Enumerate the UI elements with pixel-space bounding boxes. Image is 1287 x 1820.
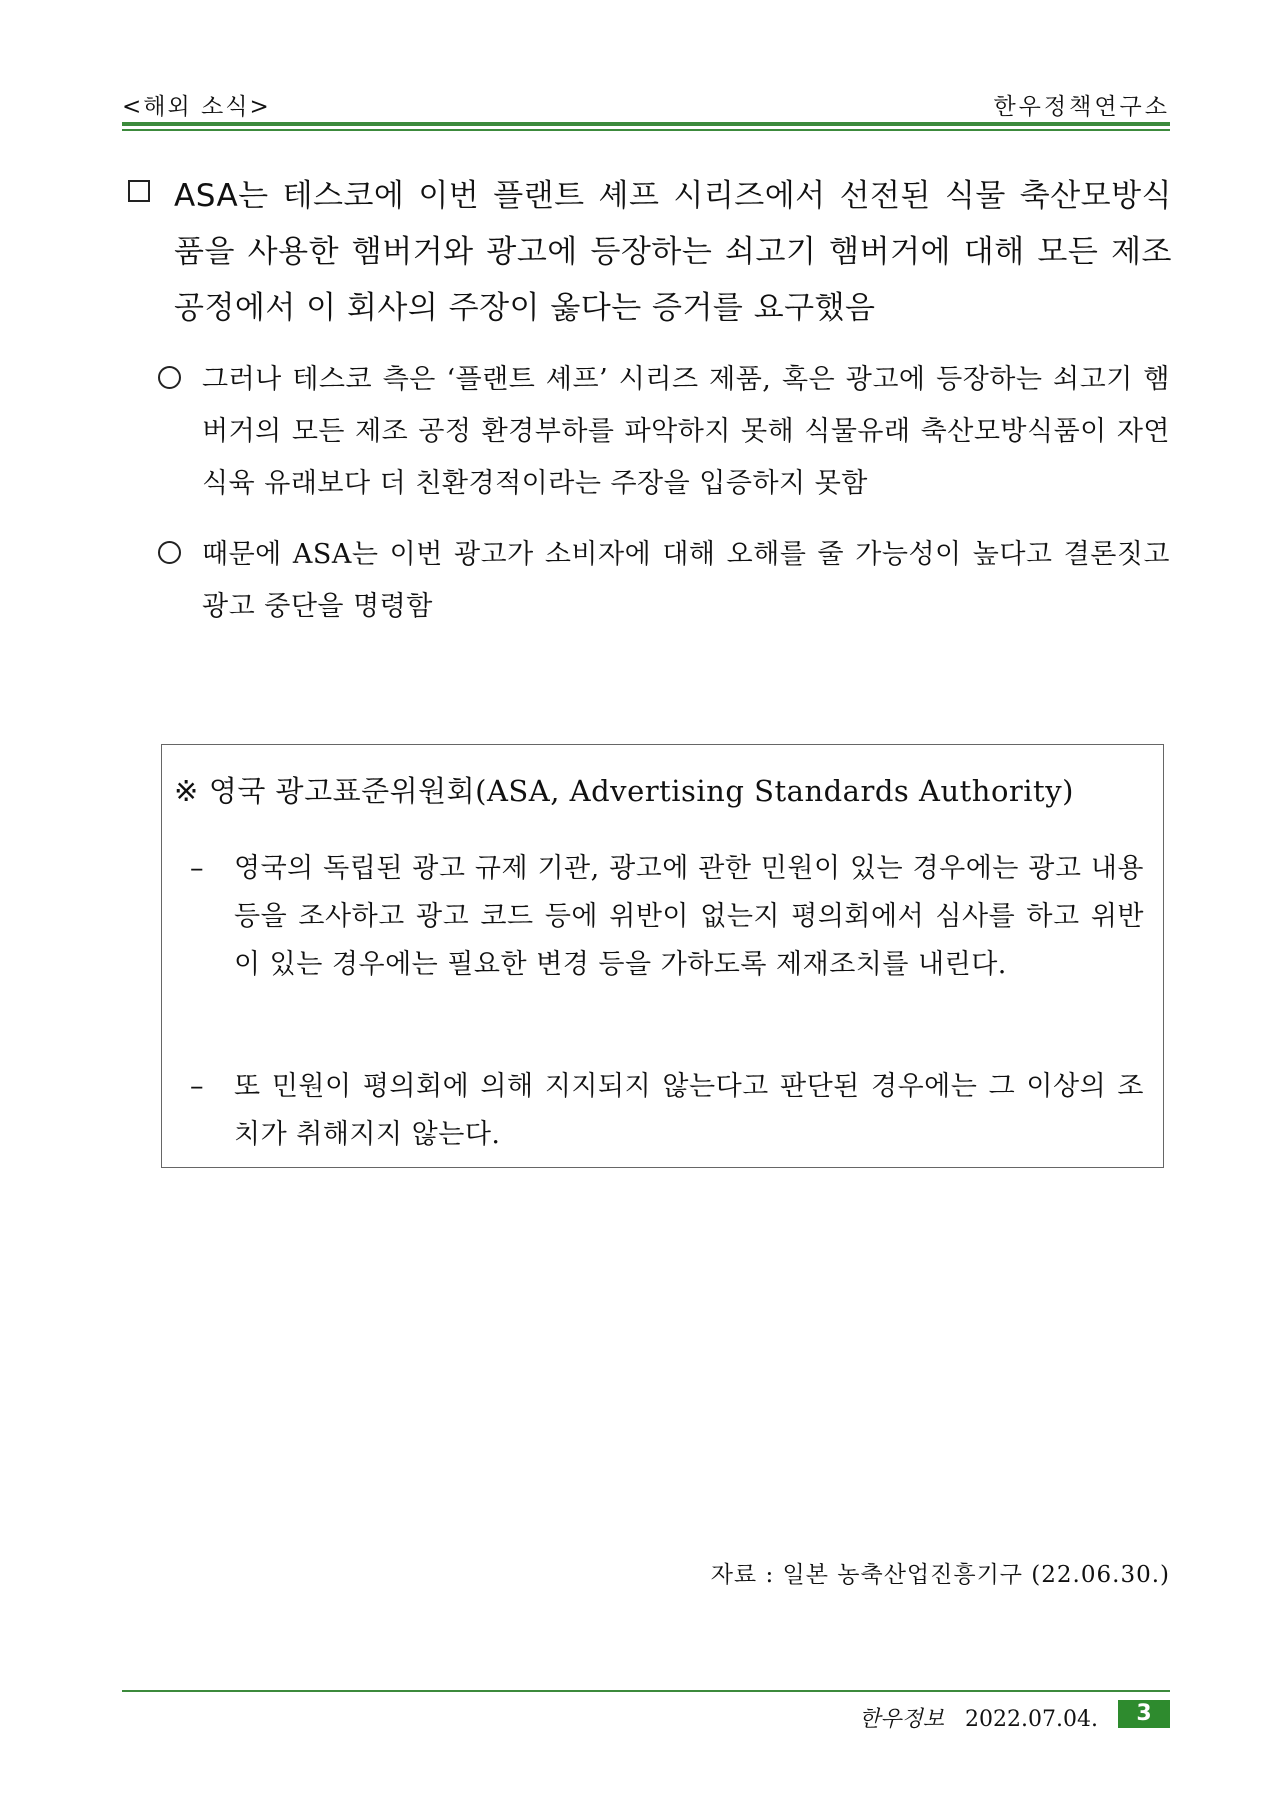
square-bullet-icon <box>128 180 150 202</box>
note-box-title <box>174 769 1074 810</box>
circle-bullet-icon <box>158 366 181 389</box>
note-title-korean: 영국 광고표준위원회 <box>208 774 476 808</box>
page-footer <box>122 1698 1170 1732</box>
page-number: 3 <box>1118 1700 1170 1728</box>
note-box <box>161 744 1164 1168</box>
main-point <box>122 168 1172 336</box>
footer-info <box>859 1702 1098 1733</box>
sub-point-text: 때문에 ASA는 이번 광고가 소비자에 대해 오해를 줄 가능성이 높다고 결론짓고 광고 중단을 명령함 <box>202 539 1170 622</box>
circle-bullet-icon <box>158 541 181 564</box>
dash-bullet-icon: – <box>190 1071 204 1102</box>
reference-mark-icon: ※ <box>174 774 199 808</box>
source-citation: 자료 : 일본 농축산업진흥기구 (22.06.30.) <box>710 1562 1170 1588</box>
footer-rule <box>122 1690 1170 1692</box>
note-title-english: (ASA, Advertising Standards Authority) <box>475 774 1074 808</box>
note-item-text: 또 민원이 평의회에 의해 지지되지 않는다고 판단된 경우에는 그 이상의 조치가 취해지지 않는다. <box>234 1071 1144 1150</box>
dash-bullet-icon: – <box>190 853 204 884</box>
sub-point <box>158 354 1170 510</box>
header-rule-thin <box>122 129 1170 131</box>
main-point-text: ASA는 테스코에 이번 플랜트 셰프 시리즈에서 선전된 식물 축산모방식품을 사용한 햄버거와 광고에 등장하는 쇠고기 햄버거에 대해 모든 제조 공정에서 이 회사의 주장이 옳다는 증거를 요구했음 <box>174 178 1172 326</box>
publication-date: 2022.07.04. <box>965 1707 1098 1732</box>
sub-point <box>158 529 1170 633</box>
sub-point-text: 그러나 테스코 측은 ‘플랜트 셰프’ 시리즈 제품, 혹은 광고에 등장하는 쇠고기 햄버거의 모든 제조 공정 환경부하를 파악하지 못해 식물유래 축산모방식품이 자연 식육 유래보다 더 친환경적이라는 주장을 입증하지 못함 <box>202 364 1170 499</box>
section-label: <해외 소식> <box>122 94 271 120</box>
header-rule <box>122 122 1170 126</box>
publication-name: 한우정보 <box>859 1707 945 1732</box>
page-header <box>122 88 1170 120</box>
organization-name: 한우정책연구소 <box>993 94 1170 120</box>
note-item-text: 영국의 독립된 광고 규제 기관, 광고에 관한 민원이 있는 경우에는 광고 내용 등을 조사하고 광고 코드 등에 위반이 없는지 평의회에서 심사를 하고 위반이 있는 경우에는 필요한 변경 등을 가하도록 제재조치를 내린다. <box>234 853 1144 980</box>
note-item <box>190 1063 1144 1159</box>
note-item <box>190 845 1144 989</box>
